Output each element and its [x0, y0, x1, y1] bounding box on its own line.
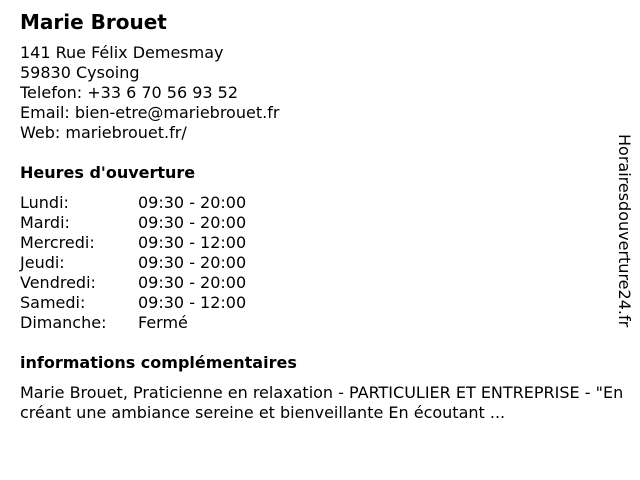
time-range: 09:30 - 12:00: [138, 293, 247, 312]
additional-info-heading: informations complémentaires: [20, 353, 297, 372]
hours-row-thursday: [20, 253, 300, 273]
site-watermark: Horairesdouverture24.fr: [615, 134, 634, 328]
day-label: Vendredi:: [20, 273, 96, 292]
time-range: 09:30 - 12:00: [138, 233, 247, 252]
hours-row-saturday: [20, 293, 300, 313]
day-label: Dimanche:: [20, 313, 107, 332]
time-range: 09:30 - 20:00: [138, 193, 247, 212]
city-postcode: 59830 Cysoing: [20, 63, 140, 82]
hours-row-monday: [20, 193, 300, 213]
hours-row-tuesday: [20, 213, 300, 233]
contact-details: [20, 43, 279, 143]
time-range: Fermé: [138, 313, 188, 332]
time-range: 09:30 - 20:00: [138, 273, 247, 292]
opening-hours-table: [20, 193, 300, 333]
time-range: 09:30 - 20:00: [138, 213, 247, 232]
phone-line: Telefon: +33 6 70 56 93 52: [20, 83, 239, 102]
opening-hours-heading: Heures d'ouverture: [20, 163, 196, 182]
day-label: Mercredi:: [20, 233, 95, 252]
day-label: Jeudi:: [20, 253, 65, 272]
day-label: Lundi:: [20, 193, 69, 212]
email-line: Email: bien-etre@mariebrouet.fr: [20, 103, 280, 122]
additional-info-text: Marie Brouet, Praticienne en relaxation - PARTICULIER ET ENTREPRISE - "En créant une ambiance sereine et bienveillante En écoutant ...: [20, 383, 624, 422]
time-range: 09:30 - 20:00: [138, 253, 247, 272]
business-name: Marie Brouet: [20, 10, 167, 34]
hours-row-wednesday: [20, 233, 300, 253]
hours-row-sunday: [20, 313, 300, 333]
web-line: Web: mariebrouet.fr/: [20, 123, 187, 142]
street-address: 141 Rue Félix Demesmay: [20, 43, 224, 62]
hours-row-friday: [20, 273, 300, 293]
day-label: Mardi:: [20, 213, 70, 232]
day-label: Samedi:: [20, 293, 86, 312]
